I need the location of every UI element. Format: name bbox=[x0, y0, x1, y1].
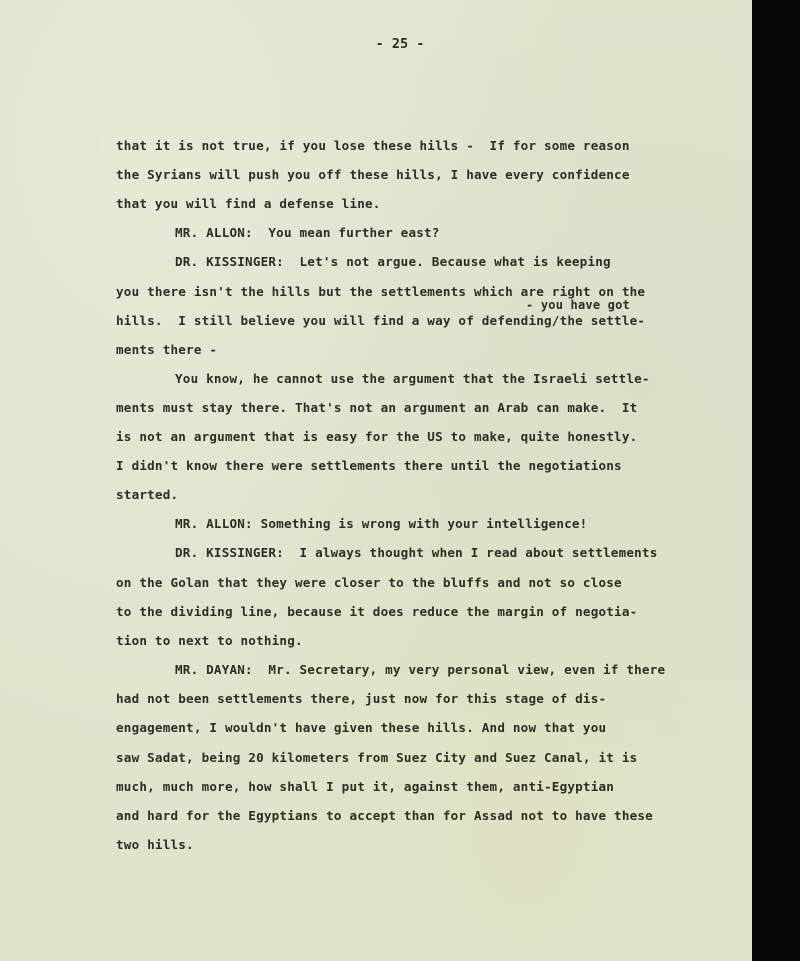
text-line: I didn't know there were settlements there until the negotiations bbox=[116, 458, 622, 473]
text-line: saw Sadat, being 20 kilometers from Suez City and Suez Canal, it is bbox=[116, 750, 638, 765]
text-line: and hard for the Egyptians to accept than for Assad not to have these bbox=[116, 808, 653, 823]
text-line: that it is not true, if you lose these hills - If for some reason bbox=[116, 138, 630, 153]
handwritten-insertion: - you have got bbox=[526, 298, 630, 312]
text-line: MR. DAYAN: Mr. Secretary, my very personal view, even if there bbox=[175, 662, 666, 677]
text-line: MR. ALLON: You mean further east? bbox=[175, 225, 440, 240]
text-line: is not an argument that is easy for the US to make, quite honestly. bbox=[116, 429, 638, 444]
text-line: You know, he cannot use the argument that the Israeli settle- bbox=[175, 371, 650, 386]
text-line: much, much more, how shall I put it, against them, anti-Egyptian bbox=[116, 779, 615, 794]
text-line: DR. KISSINGER: Let's not argue. Because what is keeping bbox=[175, 254, 611, 269]
text-line: ments must stay there. That's not an argument an Arab can make. It bbox=[116, 400, 638, 415]
text-line: DR. KISSINGER: I always thought when I read about settlements bbox=[175, 545, 658, 560]
text-line: the Syrians will push you off these hills, I have every confidence bbox=[116, 167, 630, 182]
text-line: hills. I still believe you will find a way of defending/the settle- bbox=[116, 313, 646, 328]
text-line: started. bbox=[116, 487, 179, 502]
text-line: that you will find a defense line. bbox=[116, 196, 381, 211]
text-line: MR. ALLON: Something is wrong with your intelligence! bbox=[175, 516, 588, 531]
page-number: - 25 - bbox=[375, 36, 425, 52]
scan-border bbox=[752, 0, 800, 961]
text-line: to the dividing line, because it does reduce the margin of negotia- bbox=[116, 604, 638, 619]
text-line: engagement, I wouldn't have given these hills. And now that you bbox=[116, 720, 607, 735]
text-line: had not been settlements there, just now for this stage of dis- bbox=[116, 691, 607, 706]
text-line: two hills. bbox=[116, 837, 194, 852]
text-line: tion to next to nothing. bbox=[116, 633, 303, 648]
text-line: on the Golan that they were closer to the bluffs and not so close bbox=[116, 575, 622, 590]
text-line: you there isn't the hills but the settlements which are right on the bbox=[116, 284, 646, 299]
text-line: ments there - bbox=[116, 342, 218, 357]
